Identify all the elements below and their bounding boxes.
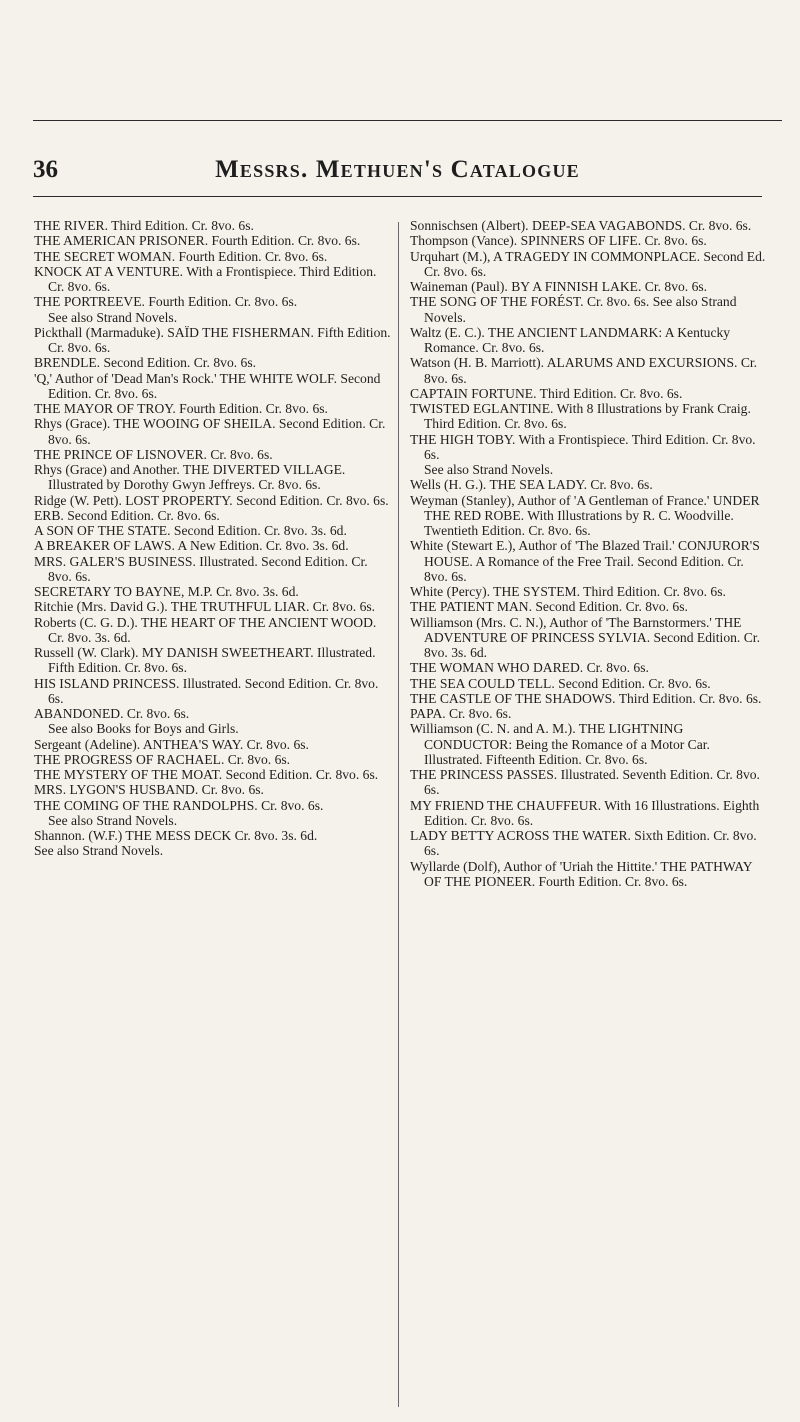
catalogue-entry: Wyllarde (Dolf), Author of 'Uriah the Hittite.' THE PATHWAY OF THE PIONEER. Fourth Edition. Cr. 8vo. 6s.	[410, 858, 753, 889]
catalogue-entry: Sergeant (Adeline). ANTHEA'S WAY. Cr. 8vo. 6s.	[34, 736, 309, 752]
catalogue-entry: Urquhart (M.), A TRAGEDY IN COMMONPLACE. Second Ed. Cr. 8vo. 6s.	[410, 248, 766, 279]
catalogue-entry: SECRETARY TO BAYNE, M.P. Cr. 8vo. 3s. 6d.	[34, 584, 299, 599]
catalogue-entry: White (Stewart E.), Author of 'The Blazed Trail.' CONJUROR'S HOUSE. A Romance of the Free Trail. Second Edition. Cr. 8vo. 6s.	[410, 538, 760, 584]
catalogue-entry: Weyman (Stanley), Author of 'A Gentleman of France.' UNDER THE RED ROBE. With Illustrations by R. C. Woodville. Twentieth Edition. Cr. 8vo. 6s.	[410, 492, 760, 538]
catalogue-entry: Waltz (E. C.). THE ANCIENT LANDMARK: A Kentucky Romance. Cr. 8vo. 6s.	[410, 324, 731, 355]
catalogue-entry: Williamson (C. N. and A. M.). THE LIGHTNING CONDUCTOR: Being the Romance of a Motor Car. Illustrated. Fifteenth Edition. Cr. 8vo. 6s.	[410, 721, 710, 767]
catalogue-entry: THE RIVER. Third Edition. Cr. 8vo. 6s.	[34, 218, 254, 233]
catalogue-entry: Williamson (Mrs. C. N.), Author of 'The Barnstormers.' THE ADVENTURE OF PRINCESS SYLVIA. Second Edition. Cr. 8vo. 3s. 6d.	[410, 614, 760, 660]
right-column	[410, 218, 768, 889]
catalogue-entry: BRENDLE. Second Edition. Cr. 8vo. 6s.	[34, 355, 257, 371]
see-also-note: See also Strand Novels.	[34, 843, 164, 859]
catalogue-entry: MY FRIEND THE CHAUFFEUR. With 16 Illustrations. Eighth Edition. Cr. 8vo. 6s.	[410, 797, 760, 828]
catalogue-entry: THE PORTREEVE. Fourth Edition. Cr. 8vo. 6s.	[34, 294, 298, 310]
column-divider	[398, 222, 399, 1407]
running-title: Messrs. Methuen's Catalogue	[215, 156, 580, 183]
catalogue-entry: Thompson (Vance). SPINNERS OF LIFE. Cr. 8vo. 6s.	[410, 233, 707, 249]
catalogue-entry: Russell (W. Clark). MY DANISH SWEETHEART. Illustrated. Fifth Edition. Cr. 8vo. 6s.	[34, 645, 376, 676]
page-number: 36	[33, 156, 58, 183]
catalogue-entry: Rhys (Grace) and Another. THE DIVERTED VILLAGE. Illustrated by Dorothy Gwyn Jeffreys. Cr. 8vo. 6s.	[34, 462, 346, 493]
see-also-note: See also Strand Novels.	[48, 812, 178, 828]
catalogue-entry: THE PATIENT MAN. Second Edition. Cr. 8vo. 6s.	[410, 599, 688, 615]
catalogue-entry: Ritchie (Mrs. David G.). THE TRUTHFUL LIAR. Cr. 8vo. 6s.	[34, 599, 376, 615]
see-also-note: See also Strand Novels.	[48, 309, 178, 325]
catalogue-entry: HIS ISLAND PRINCESS. Illustrated. Second Edition. Cr. 8vo. 6s.	[34, 675, 379, 706]
catalogue-entry: THE CASTLE OF THE SHADOWS. Third Edition. Cr. 8vo. 6s.	[410, 690, 762, 706]
catalogue-entry: THE SONG OF THE FORÉST. Cr. 8vo. 6s. See also Strand Novels.	[410, 294, 737, 325]
page-header	[33, 156, 762, 196]
catalogue-entry: Wells (H. G.). THE SEA LADY. Cr. 8vo. 6s.	[410, 477, 653, 493]
catalogue-entry: THE WOMAN WHO DARED. Cr. 8vo. 6s.	[410, 660, 649, 676]
catalogue-entry: THE MAYOR OF TROY. Fourth Edition. Cr. 8vo. 6s.	[34, 401, 328, 416]
catalogue-entry: Ridge (W. Pett). LOST PROPERTY. Second Edition. Cr. 8vo. 6s.	[34, 492, 389, 508]
catalogue-entry: TWISTED EGLANTINE. With 8 Illustrations by Frank Craig. Third Edition. Cr. 8vo. 6s.	[410, 401, 751, 432]
left-column	[34, 218, 392, 859]
catalogue-entry: CAPTAIN FORTUNE. Third Edition. Cr. 8vo. 6s.	[410, 385, 683, 401]
catalogue-entry: THE PRINCE OF LISNOVER. Cr. 8vo. 6s.	[34, 446, 273, 462]
catalogue-entry: Watson (H. B. Marriott). ALARUMS AND EXCURSIONS. Cr. 8vo. 6s.	[410, 355, 758, 386]
catalogue-entry: PAPA. Cr. 8vo. 6s.	[410, 706, 512, 721]
catalogue-entry: THE COMING OF THE RANDOLPHS. Cr. 8vo. 6s.	[34, 797, 324, 813]
catalogue-entry: Rhys (Grace). THE WOOING OF SHEILA. Second Edition. Cr. 8vo. 6s.	[34, 416, 386, 447]
catalogue-entry: THE PROGRESS OF RACHAEL. Cr. 8vo. 6s.	[34, 751, 291, 767]
catalogue-entry: THE AMERICAN PRISONER. Fourth Edition. Cr. 8vo. 6s.	[34, 233, 361, 249]
see-also-note: See also Books for Boys and Girls.	[48, 721, 239, 737]
top-rule	[33, 120, 782, 121]
see-also-note: See also Strand Novels.	[424, 462, 554, 477]
catalogue-entry: A SON OF THE STATE. Second Edition. Cr. 8vo. 3s. 6d.	[34, 523, 347, 538]
catalogue-entry: Pickthall (Marmaduke). SAÏD THE FISHERMAN. Fifth Edition. Cr. 8vo. 6s.	[34, 324, 391, 355]
catalogue-entry: LADY BETTY ACROSS THE WATER. Sixth Edition. Cr. 8vo. 6s.	[410, 828, 757, 859]
catalogue-entry: Waineman (Paul). BY A FINNISH LAKE. Cr. 8vo. 6s.	[410, 279, 708, 294]
catalogue-entry: 'Q,' Author of 'Dead Man's Rock.' THE WHITE WOLF. Second Edition. Cr. 8vo. 6s.	[34, 370, 381, 401]
catalogue-entry: Sonnischsen (Albert). DEEP-SEA VAGABONDS. Cr. 8vo. 6s.	[410, 218, 752, 233]
catalogue-entry: THE HIGH TOBY. With a Frontispiece. Third Edition. Cr. 8vo. 6s.	[410, 431, 756, 462]
catalogue-entry: ABANDONED. Cr. 8vo. 6s.	[34, 706, 190, 721]
catalogue-entry: A BREAKER OF LAWS. A New Edition. Cr. 8vo. 3s. 6d.	[34, 538, 349, 554]
catalogue-entry: Shannon. (W.F.) THE MESS DECK Cr. 8vo. 3s. 6d.	[34, 828, 318, 843]
catalogue-entry: KNOCK AT A VENTURE. With a Frontispiece. Third Edition. Cr. 8vo. 6s.	[34, 263, 377, 294]
catalogue-entry: Roberts (C. G. D.). THE HEART OF THE ANCIENT WOOD. Cr. 8vo. 3s. 6d.	[34, 614, 377, 645]
catalogue-entry: MRS. LYGON'S HUSBAND. Cr. 8vo. 6s.	[34, 782, 264, 798]
catalogue-entry: THE SEA COULD TELL. Second Edition. Cr. 8vo. 6s.	[410, 675, 711, 691]
catalogue-entry: THE PRINCESS PASSES. Illustrated. Seventh Edition. Cr. 8vo. 6s.	[410, 767, 760, 798]
catalogue-entry: ERB. Second Edition. Cr. 8vo. 6s.	[34, 507, 220, 523]
header-rule	[33, 196, 762, 197]
catalogue-entry: THE SECRET WOMAN. Fourth Edition. Cr. 8vo. 6s.	[34, 248, 328, 264]
catalogue-entry: MRS. GALER'S BUSINESS. Illustrated. Second Edition. Cr. 8vo. 6s.	[34, 553, 368, 584]
catalogue-entry: THE MYSTERY OF THE MOAT. Second Edition. Cr. 8vo. 6s.	[34, 767, 379, 782]
catalogue-entry: White (Percy). THE SYSTEM. Third Edition. Cr. 8vo. 6s.	[410, 584, 726, 599]
